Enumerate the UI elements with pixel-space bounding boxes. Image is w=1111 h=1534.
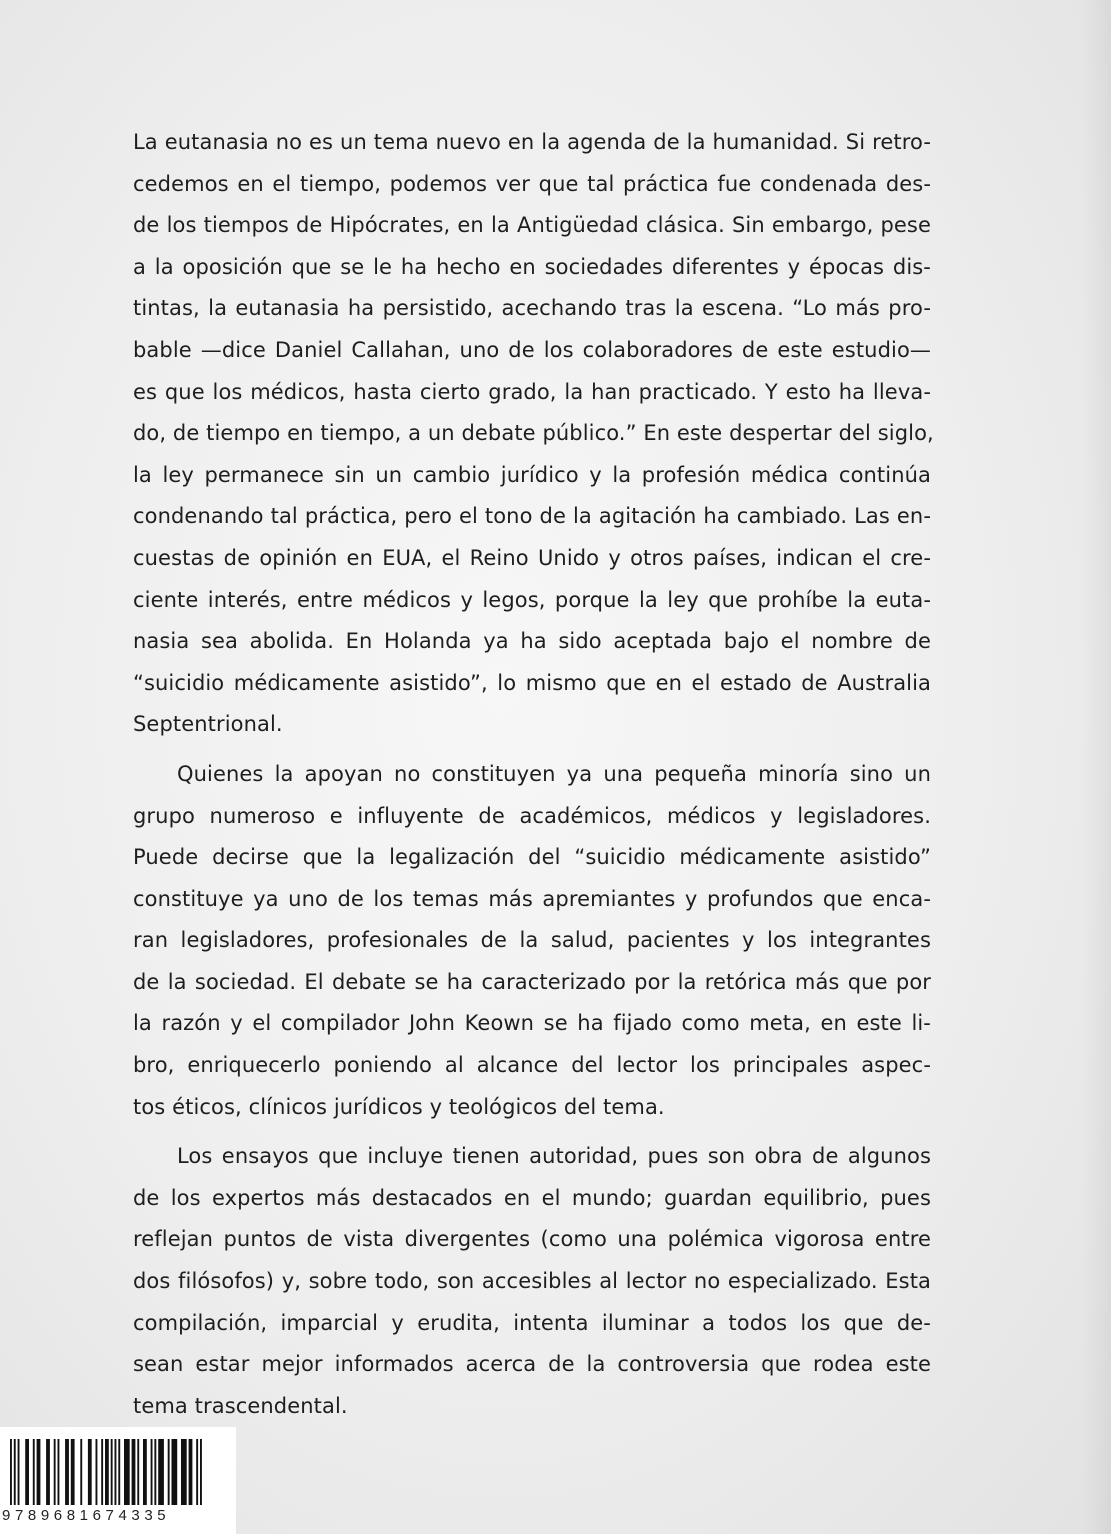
barcode-bar (18, 1439, 20, 1505)
barcode-bar (189, 1439, 193, 1505)
barcode-bar (80, 1439, 82, 1505)
barcode-bar (137, 1439, 139, 1505)
text-line: es que los médicos, hasta cierto grado, la han practicado. Y esto ha lleva- (133, 379, 931, 404)
barcode-bar (58, 1439, 60, 1505)
text-line: La eutanasia no es un tema nuevo en la agenda de la humanidad. Si retro- (133, 130, 931, 154)
text-line: grupo numeroso e influyente de académicos, médicos y legisladores. (133, 803, 931, 828)
barcode-bar (115, 1439, 117, 1505)
barcode-bar (132, 1439, 136, 1505)
barcode-bar (181, 1439, 187, 1505)
text-line: Septentrional. (133, 712, 283, 737)
text-line: ciente interés, entre médicos y legos, porque la ley que prohíbe la euta- (133, 587, 931, 612)
text-line: “suicidio médicamente asistido”, lo mismo que en el estado de Australia (133, 670, 931, 695)
text-line: do, de tiempo en tiempo, a un debate público.” En este despertar del siglo, (133, 421, 934, 446)
barcode-bar (25, 1439, 29, 1505)
text-line: bable —dice Daniel Callahan, uno de los colaboradores de este estudio— (133, 337, 931, 362)
paragraph-1 (133, 122, 934, 746)
barcode-bar (196, 1439, 198, 1505)
text-line: dos filósofos) y, sobre todo, son accesibles al lector no especializado. Esta (133, 1269, 931, 1294)
text-line: cuestas de opinión en EUA, el Reino Unido y otros países, indican el cre- (133, 545, 931, 570)
barcode-bar (88, 1439, 92, 1505)
text-line: reflejan puntos de vista divergentes (como una polémica vigorosa entre (133, 1227, 931, 1252)
barcode-bar (46, 1439, 50, 1505)
paragraph-2 (133, 754, 931, 1128)
text-line: cedemos en el tiempo, podemos ver que tal práctica fue condenada des- (133, 171, 931, 196)
barcode-bar (111, 1439, 113, 1505)
barcode-digits: 9789681674335 (2, 1507, 171, 1524)
text-line: sean estar mejor informados acerca de la controversia que rodea este (133, 1352, 931, 1377)
barcode-bar (96, 1439, 98, 1505)
text-line: de los expertos más destacados en el mundo; guardan equilibrio, pues (133, 1185, 931, 1210)
text-line: la ley permanece sin un cambio jurídico y la profesión médica continúa (133, 462, 931, 487)
text-line: Puede decirse que la legalización del “suicidio médicamente asistido” (133, 845, 931, 870)
barcode-bar (33, 1439, 35, 1505)
text-line: ran legisladores, profesionales de la salud, pacientes y los integrantes (133, 928, 931, 953)
barcode-bar (172, 1439, 178, 1505)
text-line: bro, enriquecerlo poniendo al alcance del lector los principales aspec- (133, 1053, 931, 1078)
barcode-bar (10, 1439, 12, 1505)
text-line: a la oposición que se le ha hecho en sociedades diferentes y épocas dis- (133, 254, 931, 279)
barcode-bar (124, 1439, 130, 1505)
text-line: Los ensayos que incluye tienen autoridad, pues son obra de algunos (177, 1144, 931, 1169)
text-line: condenando tal práctica, pero el tono de la agitación ha cambiado. Las en- (133, 504, 931, 529)
barcode-bar (168, 1439, 170, 1505)
barcode-bars (10, 1439, 224, 1505)
text-line: de la sociedad. El debate se ha caracterizado por la retórica más que por (133, 969, 931, 994)
barcode-bar (65, 1439, 69, 1505)
text-line: tintas, la eutanasia ha persistido, acechando tras la escena. “Lo más pro- (133, 296, 931, 321)
barcode-bar (14, 1439, 16, 1505)
back-cover-text (133, 122, 934, 1427)
barcode-bar (101, 1439, 103, 1505)
paragraph-3 (133, 1136, 931, 1427)
text-line: nasia sea abolida. En Holanda ya ha sido aceptada bajo el nombre de (133, 629, 931, 654)
text-line: la razón y el compilador John Keown se ha fijado como meta, en este li- (133, 1011, 931, 1036)
barcode-bar (54, 1439, 56, 1505)
barcode-bar (37, 1439, 41, 1505)
barcode-bar (154, 1439, 156, 1505)
isbn-barcode (0, 1427, 236, 1534)
barcode-bar (71, 1439, 75, 1505)
text-line: compilación, imparcial y erudita, intenta iluminar a todos los que de- (133, 1310, 931, 1335)
text-line: tema trascendental. (133, 1393, 348, 1418)
text-line: constituye ya uno de los temas más apremiantes y profundos que enca- (133, 886, 931, 911)
barcode-bar (118, 1439, 120, 1505)
barcode-bar (158, 1439, 164, 1505)
page-edge-shadow (1081, 0, 1111, 1534)
text-line: Quienes la apoyan no constituyen ya una pequeña minoría sino un (177, 761, 931, 786)
text-line: tos éticos, clínicos jurídicos y teológicos del tema. (133, 1094, 665, 1119)
barcode-bar (143, 1439, 147, 1505)
barcode-bar (105, 1439, 109, 1505)
text-line: de los tiempos de Hipócrates, en la Antigüedad clásica. Sin embargo, pese (133, 213, 931, 238)
barcode-bar (200, 1439, 202, 1505)
barcode-bar (151, 1439, 153, 1505)
